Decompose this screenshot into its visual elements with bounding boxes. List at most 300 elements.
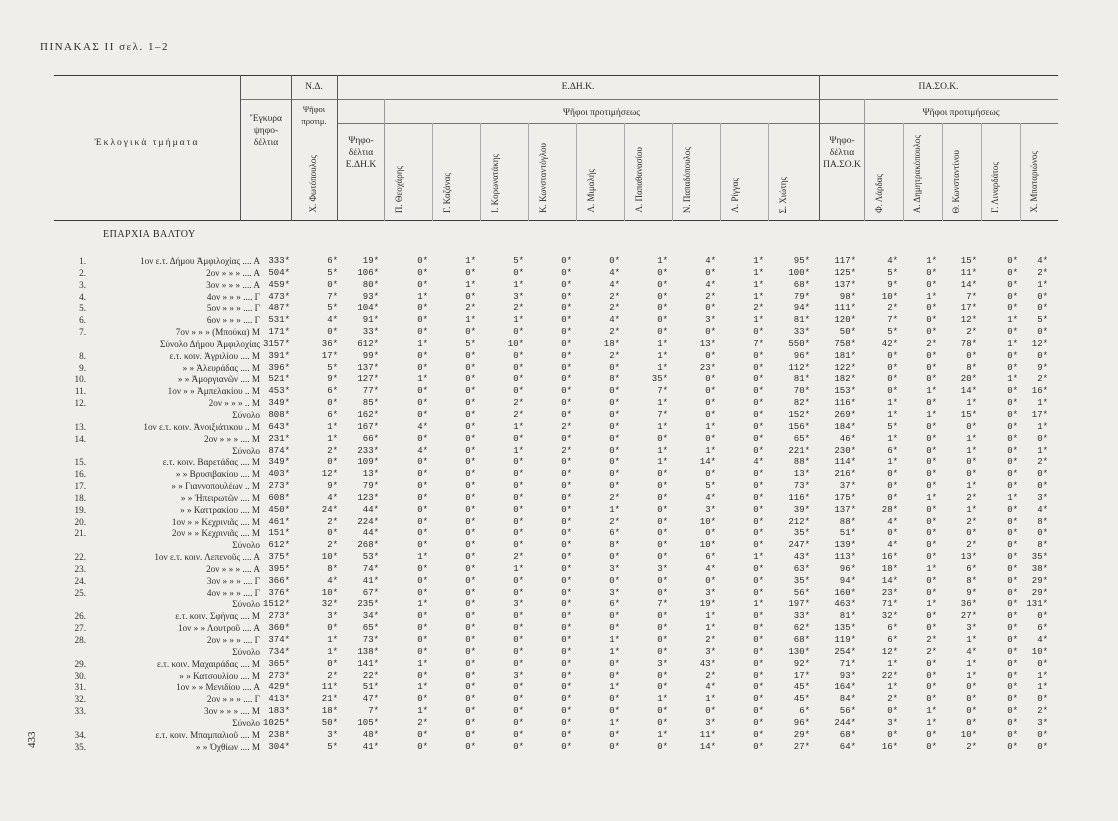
table-cell: 7*: [887, 315, 898, 326]
table-cell: 14*: [699, 741, 716, 752]
table-row: [0, 705, 1118, 717]
table-cell: 13*: [960, 552, 977, 563]
table-cell: 9*: [1037, 362, 1048, 373]
table-cell: 1*: [926, 599, 937, 610]
row-label: ε.τ. κοιν. Ἀγριλίου .... Μ: [169, 350, 260, 361]
table-cell: 164*: [834, 682, 856, 693]
table-row: [0, 326, 1118, 338]
table-cell: 15*: [960, 409, 977, 420]
table-cell: 1*: [705, 445, 716, 456]
table-cell: 82*: [793, 398, 810, 409]
table-cell: 0*: [926, 516, 937, 527]
table-cell: 32*: [321, 599, 338, 610]
row-label: 1ον » » Ἀμπελακίου .. Μ: [167, 386, 260, 397]
table-cell: 0*: [753, 398, 764, 409]
table-cell: 0*: [1037, 528, 1048, 539]
table-row: [0, 314, 1118, 326]
nd-header: Ν.Δ.: [305, 82, 323, 92]
table-cell: 33*: [362, 327, 379, 338]
table-cell: 67*: [362, 587, 379, 598]
table-row-total: [0, 539, 1118, 551]
table-cell: 10*: [881, 291, 898, 302]
table-cell: 12*: [881, 646, 898, 657]
table-cell: 0*: [417, 327, 428, 338]
table-cell: 0*: [966, 421, 977, 432]
table-cell: 74*: [362, 563, 379, 574]
table-cell: 3*: [887, 717, 898, 728]
table-cell: 0*: [657, 504, 668, 515]
table-cell: 0*: [887, 481, 898, 492]
table-cell: 0*: [417, 256, 428, 266]
table-cell: 1*: [417, 706, 428, 717]
table-cell: 0*: [417, 303, 428, 314]
table-cell: 92*: [793, 658, 810, 669]
table-cell: 0*: [1037, 694, 1048, 705]
table-cell: 3*: [513, 670, 524, 681]
table-cell: 2*: [705, 635, 716, 645]
table-cell: 0*: [513, 433, 524, 444]
table-cell: 1*: [609, 717, 620, 728]
table-cell: 0*: [1007, 516, 1018, 527]
table-cell: 0*: [465, 362, 476, 373]
table-cell: 0*: [465, 729, 476, 740]
table-cell: 1*: [609, 635, 620, 645]
table-cell: 0*: [1007, 670, 1018, 681]
table-cell: 2*: [327, 445, 338, 456]
table-cell: 68*: [793, 279, 810, 290]
region-title: ΕΠΑΡΧΙΑ ΒΑΛΤΟΥ: [103, 229, 196, 240]
table-cell: 244*: [834, 717, 856, 728]
table-cell: 2*: [327, 516, 338, 527]
table-cell: 117*: [834, 256, 856, 266]
edik-candidate-4: Κ. Κωνσταντόγλου: [538, 143, 548, 213]
table-cell: 4*: [417, 445, 428, 456]
table-cell: 100*: [788, 267, 810, 278]
table-cell: 10*: [321, 552, 338, 563]
table-cell: 137*: [834, 504, 856, 515]
table-cell: 1*: [609, 682, 620, 693]
row-label: 2ον » » » .... Α: [206, 563, 260, 574]
table-cell: 612*: [357, 338, 379, 349]
table-cell: 2*: [705, 670, 716, 681]
table-cell: 0*: [1007, 658, 1018, 669]
table-cell: 0*: [926, 279, 937, 290]
table-cell: 1*: [513, 279, 524, 290]
table-cell: 1*: [926, 386, 937, 397]
table-cell: 162*: [357, 409, 379, 420]
table-cell: 0*: [926, 540, 937, 551]
table-cell: 1*: [753, 256, 764, 266]
table-cell: 0*: [705, 469, 716, 480]
table-cell: 0*: [327, 528, 338, 539]
table-cell: 333*: [268, 256, 290, 266]
table-cell: 0*: [926, 682, 937, 693]
table-cell: 2*: [609, 327, 620, 338]
table-cell: 0*: [1037, 350, 1048, 361]
table-cell: 4*: [966, 646, 977, 657]
table-cell: 10*: [321, 587, 338, 598]
table-cell: 0*: [926, 327, 937, 338]
table-cell: 29*: [793, 729, 810, 740]
table-cell: 137*: [834, 279, 856, 290]
table-cell: 0*: [1007, 362, 1018, 373]
table-row-total: [0, 598, 1118, 610]
table-cell: 0*: [561, 338, 572, 349]
table-cell: 0*: [465, 717, 476, 728]
table-cell: 0*: [753, 504, 764, 515]
table-cell: 0*: [417, 386, 428, 397]
table-cell: 0*: [417, 398, 428, 409]
table-row: [0, 575, 1118, 587]
table-cell: 0*: [609, 256, 620, 266]
table-cell: 0*: [417, 469, 428, 480]
table-cell: 0*: [561, 575, 572, 586]
table-cell: 7*: [657, 386, 668, 397]
table-cell: 0*: [327, 457, 338, 468]
table-cell: 16*: [1031, 386, 1048, 397]
table-cell: 22*: [362, 670, 379, 681]
table-cell: 0*: [1007, 528, 1018, 539]
table-cell: 0*: [657, 469, 668, 480]
table-cell: 0*: [657, 670, 668, 681]
table-cell: 1*: [657, 729, 668, 740]
table-cell: 0*: [1007, 563, 1018, 574]
pasok-header: ΠΑ.ΣΟ.Κ.: [918, 82, 959, 92]
row-number: 14.: [74, 433, 86, 444]
table-row: [0, 362, 1118, 374]
table-cell: 32*: [881, 611, 898, 622]
table-cell: 0*: [705, 303, 716, 314]
table-cell: 0*: [465, 386, 476, 397]
table-cell: 0*: [465, 398, 476, 409]
table-cell: 1*: [966, 481, 977, 492]
row-label: 4ον » » » .... Γ: [206, 291, 260, 302]
table-cell: 0*: [561, 327, 572, 338]
table-cell: 0*: [1007, 267, 1018, 278]
table-cell: 1*: [417, 599, 428, 610]
table-cell: 0*: [1007, 741, 1018, 752]
table-cell: 27*: [960, 611, 977, 622]
table-cell: 0*: [465, 469, 476, 480]
table-cell: 1*: [465, 315, 476, 326]
table-cell: 0*: [465, 374, 476, 385]
table-cell: 0*: [1007, 575, 1018, 586]
table-cell: 0*: [417, 516, 428, 527]
table-cell: 0*: [657, 575, 668, 586]
table-cell: 2*: [327, 540, 338, 551]
table-cell: 153*: [834, 386, 856, 397]
table-cell: 1*: [887, 682, 898, 693]
table-cell: 0*: [1007, 587, 1018, 598]
table-cell: 0*: [609, 398, 620, 409]
table-cell: 0*: [966, 717, 977, 728]
table-row: [0, 504, 1118, 516]
table-cell: 181*: [834, 350, 856, 361]
table-cell: 36*: [960, 599, 977, 610]
table-cell: 0*: [465, 445, 476, 456]
pasok-candidate-4: Γ. Λιναρδάτος: [990, 162, 1000, 213]
table-cell: 33*: [793, 327, 810, 338]
table-cell: 5*: [513, 256, 524, 266]
table-cell: 413*: [268, 694, 290, 705]
valid-ballots-header: Ἔγκυρα ψηφο- δέλτια: [250, 114, 282, 148]
table-cell: 23*: [881, 587, 898, 598]
table-cell: 612*: [268, 540, 290, 551]
table-cell: 0*: [513, 362, 524, 373]
table-cell: 44*: [362, 504, 379, 515]
table-cell: 171*: [268, 327, 290, 338]
table-cell: 4*: [327, 492, 338, 503]
table-cell: 10*: [699, 540, 716, 551]
edik-pref-header: Ψῆφοι προτιμήσεως: [563, 108, 640, 118]
table-cell: 212*: [788, 516, 810, 527]
table-cell: 1*: [966, 445, 977, 456]
table-cell: 0*: [609, 362, 620, 373]
table-cell: 18*: [881, 563, 898, 574]
table-cell: 0*: [705, 398, 716, 409]
row-label: » » Ἀλευράδας .... Μ: [182, 362, 260, 373]
table-cell: 0*: [513, 587, 524, 598]
table-row: [0, 373, 1118, 385]
table-cell: 0*: [609, 421, 620, 432]
row-label: 2ον » » » .... Μ: [204, 433, 260, 444]
table-cell: 0*: [1007, 445, 1018, 456]
table-cell: 0*: [926, 469, 937, 480]
table-row: [0, 397, 1118, 409]
row-number: 34.: [74, 729, 86, 740]
table-cell: 1*: [966, 433, 977, 444]
row-number: 9.: [79, 362, 86, 373]
table-cell: 0*: [465, 492, 476, 503]
table-cell: 4*: [327, 575, 338, 586]
table-cell: 8*: [966, 575, 977, 586]
table-cell: 81*: [793, 315, 810, 326]
table-cell: 160*: [834, 587, 856, 598]
table-cell: 0*: [609, 658, 620, 669]
row-number: 35.: [74, 741, 86, 752]
table-cell: 0*: [1007, 717, 1018, 728]
row-label: Σύνολο: [232, 599, 260, 610]
table-cell: 0*: [513, 492, 524, 503]
table-cell: 2*: [417, 717, 428, 728]
row-label: 2ον » » » .... Α: [206, 267, 260, 278]
table-cell: 79*: [793, 291, 810, 302]
table-cell: 0*: [753, 646, 764, 657]
table-cell: 3*: [657, 658, 668, 669]
table-cell: 0*: [609, 552, 620, 563]
table-cell: 0*: [609, 623, 620, 634]
table-cell: 0*: [1007, 646, 1018, 657]
table-cell: 64*: [839, 741, 856, 752]
pasok-candidate-1: Φ. Λάρδας: [874, 174, 884, 213]
table-row: [0, 385, 1118, 397]
table-cell: 0*: [1007, 504, 1018, 515]
table-cell: 141*: [357, 658, 379, 669]
table-cell: 1*: [926, 492, 937, 503]
table-cell: 0*: [465, 658, 476, 669]
table-cell: 93*: [362, 291, 379, 302]
row-label: ε.τ. κοιν. Μαχαιράδας .... Μ: [157, 658, 260, 669]
table-cell: 1*: [705, 421, 716, 432]
pasok-pref-header: Ψῆφοι προτιμήσεως: [922, 108, 1000, 118]
table-cell: 0*: [887, 492, 898, 503]
table-cell: 231*: [268, 433, 290, 444]
table-cell: 375*: [268, 552, 290, 563]
table-cell: 459*: [268, 279, 290, 290]
table-cell: 0*: [417, 587, 428, 598]
table-cell: 0*: [561, 386, 572, 397]
table-cell: 130*: [788, 646, 810, 657]
table-cell: 0*: [926, 575, 937, 586]
table-cell: 1*: [926, 717, 937, 728]
table-cell: 0*: [753, 540, 764, 551]
table-cell: 0*: [1037, 729, 1048, 740]
table-cell: 0*: [465, 587, 476, 598]
table-cell: 94*: [793, 303, 810, 314]
table-cell: 0*: [657, 279, 668, 290]
table-cell: 0*: [417, 729, 428, 740]
table-cell: 3*: [609, 587, 620, 598]
table-cell: 2*: [966, 516, 977, 527]
table-cell: 84*: [839, 694, 856, 705]
table-cell: 10*: [507, 338, 524, 349]
table-cell: 0*: [513, 540, 524, 551]
table-cell: 0*: [753, 350, 764, 361]
table-cell: 0*: [926, 362, 937, 373]
table-cell: 504*: [268, 267, 290, 278]
table-cell: 0*: [657, 433, 668, 444]
table-cell: 1*: [657, 445, 668, 456]
table-cell: 0*: [513, 658, 524, 669]
table-cell: 0*: [561, 291, 572, 302]
table-cell: 1*: [1037, 445, 1048, 456]
table-cell: 78*: [960, 338, 977, 349]
table-cell: 81*: [793, 374, 810, 385]
pasok-candidate-3: Θ. Κωνσταντίνου: [951, 149, 961, 213]
table-cell: 88*: [839, 516, 856, 527]
table-cell: 33*: [793, 611, 810, 622]
row-label: 3ον » » » .... Α: [206, 279, 260, 290]
table-cell: 0*: [926, 267, 937, 278]
table-cell: 1*: [926, 256, 937, 266]
table-cell: 93*: [839, 670, 856, 681]
table-cell: 6*: [887, 623, 898, 634]
table-cell: 0*: [561, 433, 572, 444]
table-row: [0, 587, 1118, 599]
table-row: [0, 610, 1118, 622]
table-cell: 4*: [609, 279, 620, 290]
table-cell: 0*: [417, 362, 428, 373]
table-cell: 0*: [657, 706, 668, 717]
table-cell: 273*: [268, 481, 290, 492]
table-cell: 0*: [465, 635, 476, 645]
table-cell: 0*: [465, 481, 476, 492]
table-cell: 0*: [513, 706, 524, 717]
table-cell: 0*: [561, 670, 572, 681]
table-cell: 0*: [465, 552, 476, 563]
table-cell: 10*: [699, 516, 716, 527]
table-cell: 6*: [799, 706, 810, 717]
table-cell: 3*: [705, 717, 716, 728]
table-cell: 119*: [834, 635, 856, 645]
table-cell: 6*: [609, 599, 620, 610]
table-cell: 0*: [609, 611, 620, 622]
table-row: [0, 480, 1118, 492]
table-cell: 0*: [513, 457, 524, 468]
table-cell: 0*: [705, 327, 716, 338]
table-cell: 9*: [966, 587, 977, 598]
row-label: 3ον » » » .... Γ: [206, 575, 260, 586]
table-cell: 1*: [657, 457, 668, 468]
table-cell: 18*: [321, 706, 338, 717]
table-cell: 41*: [362, 741, 379, 752]
table-cell: 0*: [1037, 291, 1048, 302]
table-cell: 0*: [657, 528, 668, 539]
table-cell: 9*: [327, 374, 338, 385]
table-cell: 11*: [699, 729, 716, 740]
table-row: [0, 302, 1118, 314]
table-cell: 0*: [561, 599, 572, 610]
table-cell: 99*: [362, 350, 379, 361]
row-label: » » Κατσουλίου .... Μ: [179, 670, 260, 681]
row-number: 25.: [74, 587, 86, 598]
row-number: 1.: [79, 256, 86, 266]
row-number: 11.: [74, 386, 86, 397]
table-cell: 238*: [268, 729, 290, 740]
row-label: 1ον ε.τ. κοιν. Ἀνοιξιάτικου .. Μ: [143, 421, 260, 432]
table-cell: 1*: [753, 267, 764, 278]
table-cell: 0*: [926, 315, 937, 326]
table-cell: 0*: [926, 741, 937, 752]
table-cell: 0*: [465, 563, 476, 574]
row-number: 33.: [74, 706, 86, 717]
table-cell: 24*: [321, 504, 338, 515]
table-cell: 0*: [966, 694, 977, 705]
table-cell: 0*: [417, 670, 428, 681]
table-cell: 374*: [268, 635, 290, 645]
edik-candidate-7: Ν. Παπαδόπουλος: [682, 146, 692, 213]
table-cell: 0*: [657, 303, 668, 314]
table-cell: 3*: [657, 563, 668, 574]
table-cell: 13*: [793, 469, 810, 480]
table-cell: 216*: [834, 469, 856, 480]
table-cell: 0*: [561, 658, 572, 669]
table-cell: 0*: [753, 469, 764, 480]
table-cell: 0*: [753, 374, 764, 385]
table-cell: 6*: [887, 445, 898, 456]
table-cell: 0*: [513, 623, 524, 634]
table-cell: 0*: [1007, 623, 1018, 634]
table-row: [0, 741, 1118, 753]
table-cell: 139*: [834, 540, 856, 551]
table-row: [0, 527, 1118, 539]
table-cell: 156*: [788, 421, 810, 432]
table-cell: 0*: [705, 409, 716, 420]
table-cell: 0*: [327, 398, 338, 409]
table-row: [0, 255, 1118, 267]
table-cell: 235*: [357, 599, 379, 610]
table-cell: 0*: [465, 433, 476, 444]
row-label: » » Βρυσιβακίου .... Μ: [175, 469, 260, 480]
table-cell: 0*: [753, 433, 764, 444]
nd-pref-header: Ψῆφοι προτιμ.: [301, 104, 327, 126]
table-cell: 104*: [357, 303, 379, 314]
table-cell: 98*: [839, 291, 856, 302]
table-cell: 0*: [753, 694, 764, 705]
table-cell: 7*: [327, 291, 338, 302]
table-row: [0, 421, 1118, 433]
table-cell: 105*: [357, 717, 379, 728]
